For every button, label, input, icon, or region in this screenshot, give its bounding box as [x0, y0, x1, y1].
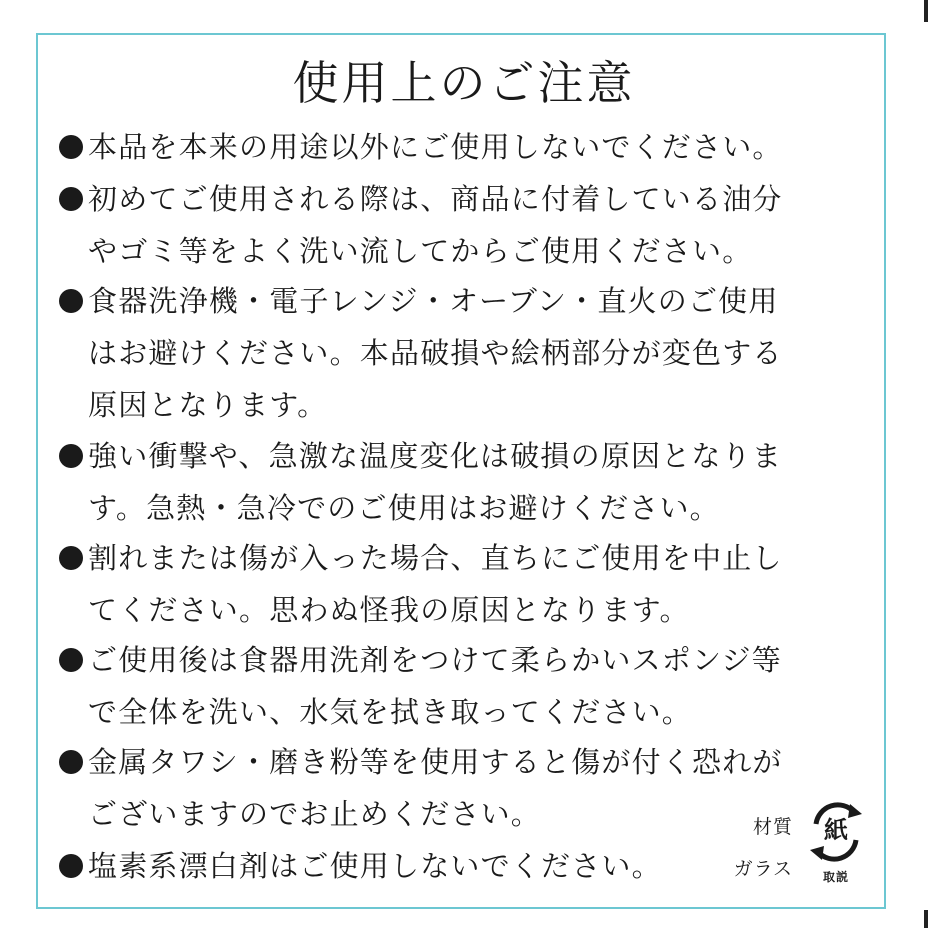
recycle-mark-caption: 取説	[822, 870, 849, 884]
material-info	[705, 812, 793, 884]
caution-item-text: 塩素系漂白剤はご使用しないでください。	[88, 849, 662, 883]
caution-item-text: 初めてご使用される際は、商品に付着している油分	[88, 182, 783, 216]
bullet-icon	[56, 634, 86, 686]
recycle-mark-kanji: 紙	[824, 816, 848, 844]
caution-item-text: ご使用後は食器用洗剤をつけて柔らかいスポンジ等	[88, 643, 782, 677]
caution-item-text: 割れまたは傷が入った場合、直ちにご使用を中止し	[88, 541, 783, 575]
material-label: 材質	[752, 816, 793, 838]
bullet-icon	[56, 840, 86, 892]
caution-item-text: 本品を本来の用途以外にご使用しないでください。	[88, 130, 783, 164]
page-edge-mark-bottom	[924, 910, 928, 928]
material-value: ガラス	[733, 858, 793, 880]
paper-recycle-mark-icon	[804, 798, 868, 888]
notice-title: 使用上のご注意	[292, 56, 636, 110]
bullet-icon	[56, 173, 86, 225]
caution-item-text: 強い衝撃や、急激な温度変化は破損の原因となりま	[88, 439, 783, 473]
caution-item-text: 食器洗浄機・電子レンジ・オーブン・直火のご使用	[88, 284, 779, 318]
caution-item-text-continued: てください。思わぬ怪我の原因となります。	[88, 593, 690, 627]
caution-item-text-continued: ございますのでお止めください。	[88, 797, 542, 831]
caution-item-text-continued: で全体を洗い、水気を拭き取ってください。	[88, 695, 693, 729]
bullet-icon	[56, 275, 86, 327]
caution-item-text: 金属タワシ・磨き粉等を使用すると傷が付く恐れが	[88, 745, 783, 779]
caution-item-text-continued: やゴミ等をよく洗い流してからご使用ください。	[88, 234, 753, 268]
bullet-icon	[56, 736, 86, 788]
caution-item-text-continued: す。急熱・急冷でのご使用はお避けください。	[88, 491, 720, 525]
caution-item-text-continued: 原因となります。	[88, 388, 328, 422]
caution-item-text-continued: はお避けください。本品破損や絵柄部分が変色する	[88, 336, 783, 370]
bullet-icon	[56, 532, 86, 584]
bullet-icon	[56, 121, 86, 173]
page-edge-mark-top	[924, 0, 928, 22]
bullet-icon	[56, 430, 86, 482]
